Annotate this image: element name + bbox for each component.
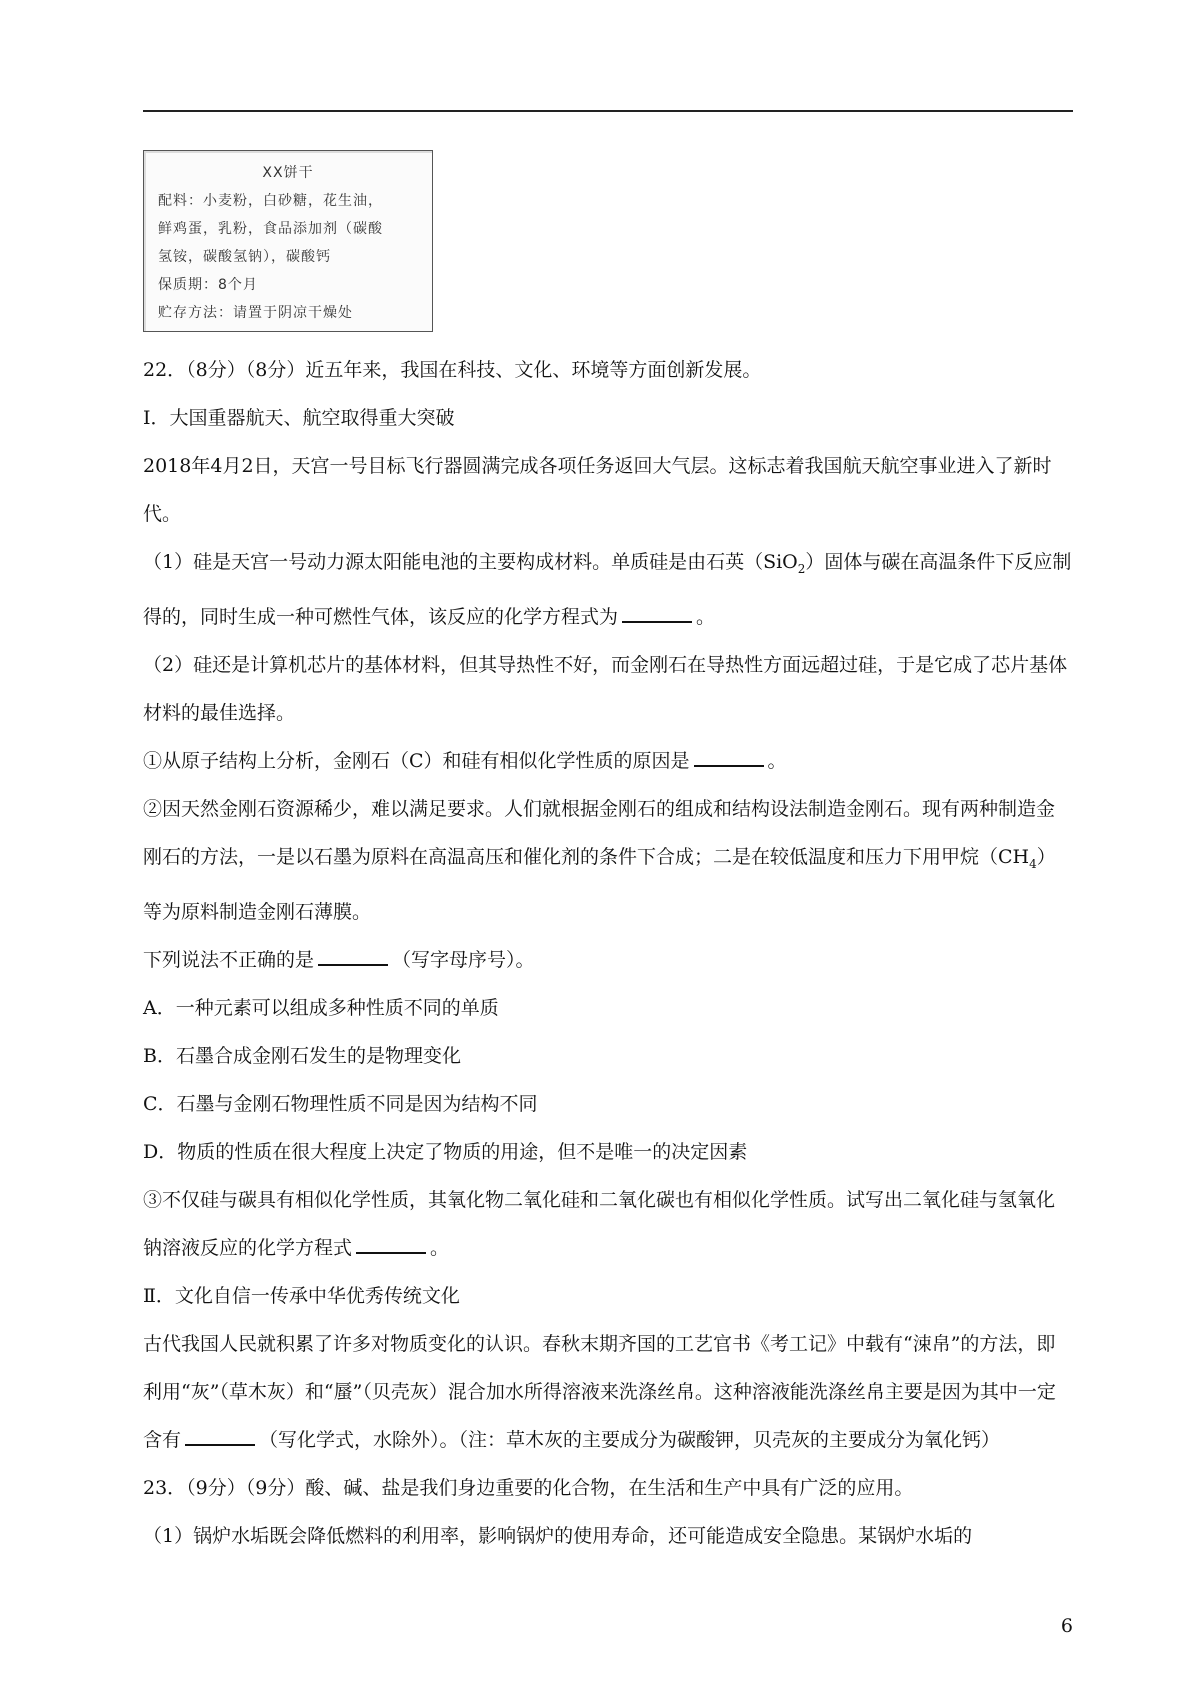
- option-b: B．石墨合成金刚石发生的是物理变化: [143, 1044, 461, 1067]
- q22-sub1: （1）硅是天宫一号动力源太阳能电池的主要构成材料。单质硅是由石英（SiO$_2$）固体与碳在高温条件下反应制得的，同时生成一种可燃性气体，该反应的化学方程式为 。: [143, 551, 1072, 628]
- q22-intro: 2018年4月2日，天宫一号目标飞行器圆满完成各项任务返回大气层。这标志着我国航天航空事业进入了新时代。: [143, 455, 1052, 525]
- label-line: 氢铵，碳酸氢钠），碳酸钙: [158, 249, 331, 265]
- q23-sub1: （1）锅炉水垢既会降低燃料的利用率，影响锅炉的使用寿命，还可能造成安全隐患。某锅炉水垢的: [143, 1524, 973, 1547]
- label-title: XX饼干: [262, 165, 314, 181]
- q22-ask: 下列说法不正确的是 （写字母序号）。: [143, 948, 535, 971]
- q22-part1-title: Ⅰ．大国重器航天、航空取得重大突破: [143, 407, 455, 429]
- label-line: 鲜鸡蛋，乳粉，食品添加剂（碳酸: [158, 221, 383, 237]
- answer-blank[interactable]: [185, 1443, 255, 1446]
- header-rule: [143, 110, 1073, 112]
- answer-blank[interactable]: [622, 620, 692, 623]
- question-content: [143, 346, 1073, 1560]
- answer-blank[interactable]: [318, 963, 388, 966]
- q22-heading: 22．（8分）（8分）近五年来，我国在科技、文化、环境等方面创新发展。: [143, 359, 762, 381]
- label-line: 配料：小麦粉，白砂糖，花生油，: [158, 193, 383, 209]
- option-c: C．石墨与金刚石物理性质不同是因为结构不同: [143, 1092, 538, 1115]
- page-number: 6: [1060, 1615, 1073, 1637]
- q22-circle2: ②因天然金刚石资源稀少，难以满足要求。人们就根据金刚石的组成和结构设法制造金刚石。现有两种制造金刚石的方法，一是以石墨为原料在高温高压和催化剂的条件下合成；二是在较低温度和压力下用甲烷$(CH_4)$等为原料制造金刚石薄膜。: [143, 797, 1056, 923]
- option-d: D．物质的性质在很大程度上决定了物质的用途，但不是唯一的决定因素: [143, 1140, 748, 1163]
- q22-sub2: （2）硅还是计算机芯片的基体材料，但其导热性不好，而金刚石在导热性方面远超过硅，于是它成了芯片基体材料的最佳选择。: [143, 653, 1068, 724]
- q22-part2-body: 古代我国人民就积累了许多对物质变化的认识。春秋末期齐国的工艺官书《考工记》中载有“涑帛”的方法，即利用“灰”（草木灰）和“蜃”（贝壳灰）混合加水所得溶液来洗涤丝帛。这种溶液能洗涤丝帛主要是因为其中一定含有 （写化学式，水除外）。（注：草木灰的主要成分为碳酸钾，贝壳灰的主要成分为氧化钙）: [143, 1332, 1056, 1451]
- q22-circle1: ①从原子结构上分析，金刚石（C）和硅有相似化学性质的原因是 。: [143, 749, 787, 772]
- q22-circle3: ③不仅硅与碳具有相似化学性质，其氧化物二氧化硅和二氧化碳也有相似化学性质。试写出二氧化硅与氢氧化钠溶液反应的化学方程式 。: [143, 1188, 1056, 1259]
- q23-heading: 23．（9分）（9分）酸、碱、盐是我们身边重要的化合物，在生活和生产中具有广泛的应用。: [143, 1476, 914, 1499]
- label-line: 保质期：8个月: [158, 277, 258, 293]
- answer-blank[interactable]: [694, 764, 764, 767]
- answer-blank[interactable]: [356, 1251, 426, 1254]
- label-line: 贮存方法：请置于阴凉干燥处: [158, 305, 353, 321]
- option-a: A．一种元素可以组成多种性质不同的单质: [143, 996, 499, 1019]
- q22-part2-title: Ⅱ．文化自信一传承中华优秀传统文化: [143, 1284, 460, 1307]
- food-label-image: [143, 150, 433, 332]
